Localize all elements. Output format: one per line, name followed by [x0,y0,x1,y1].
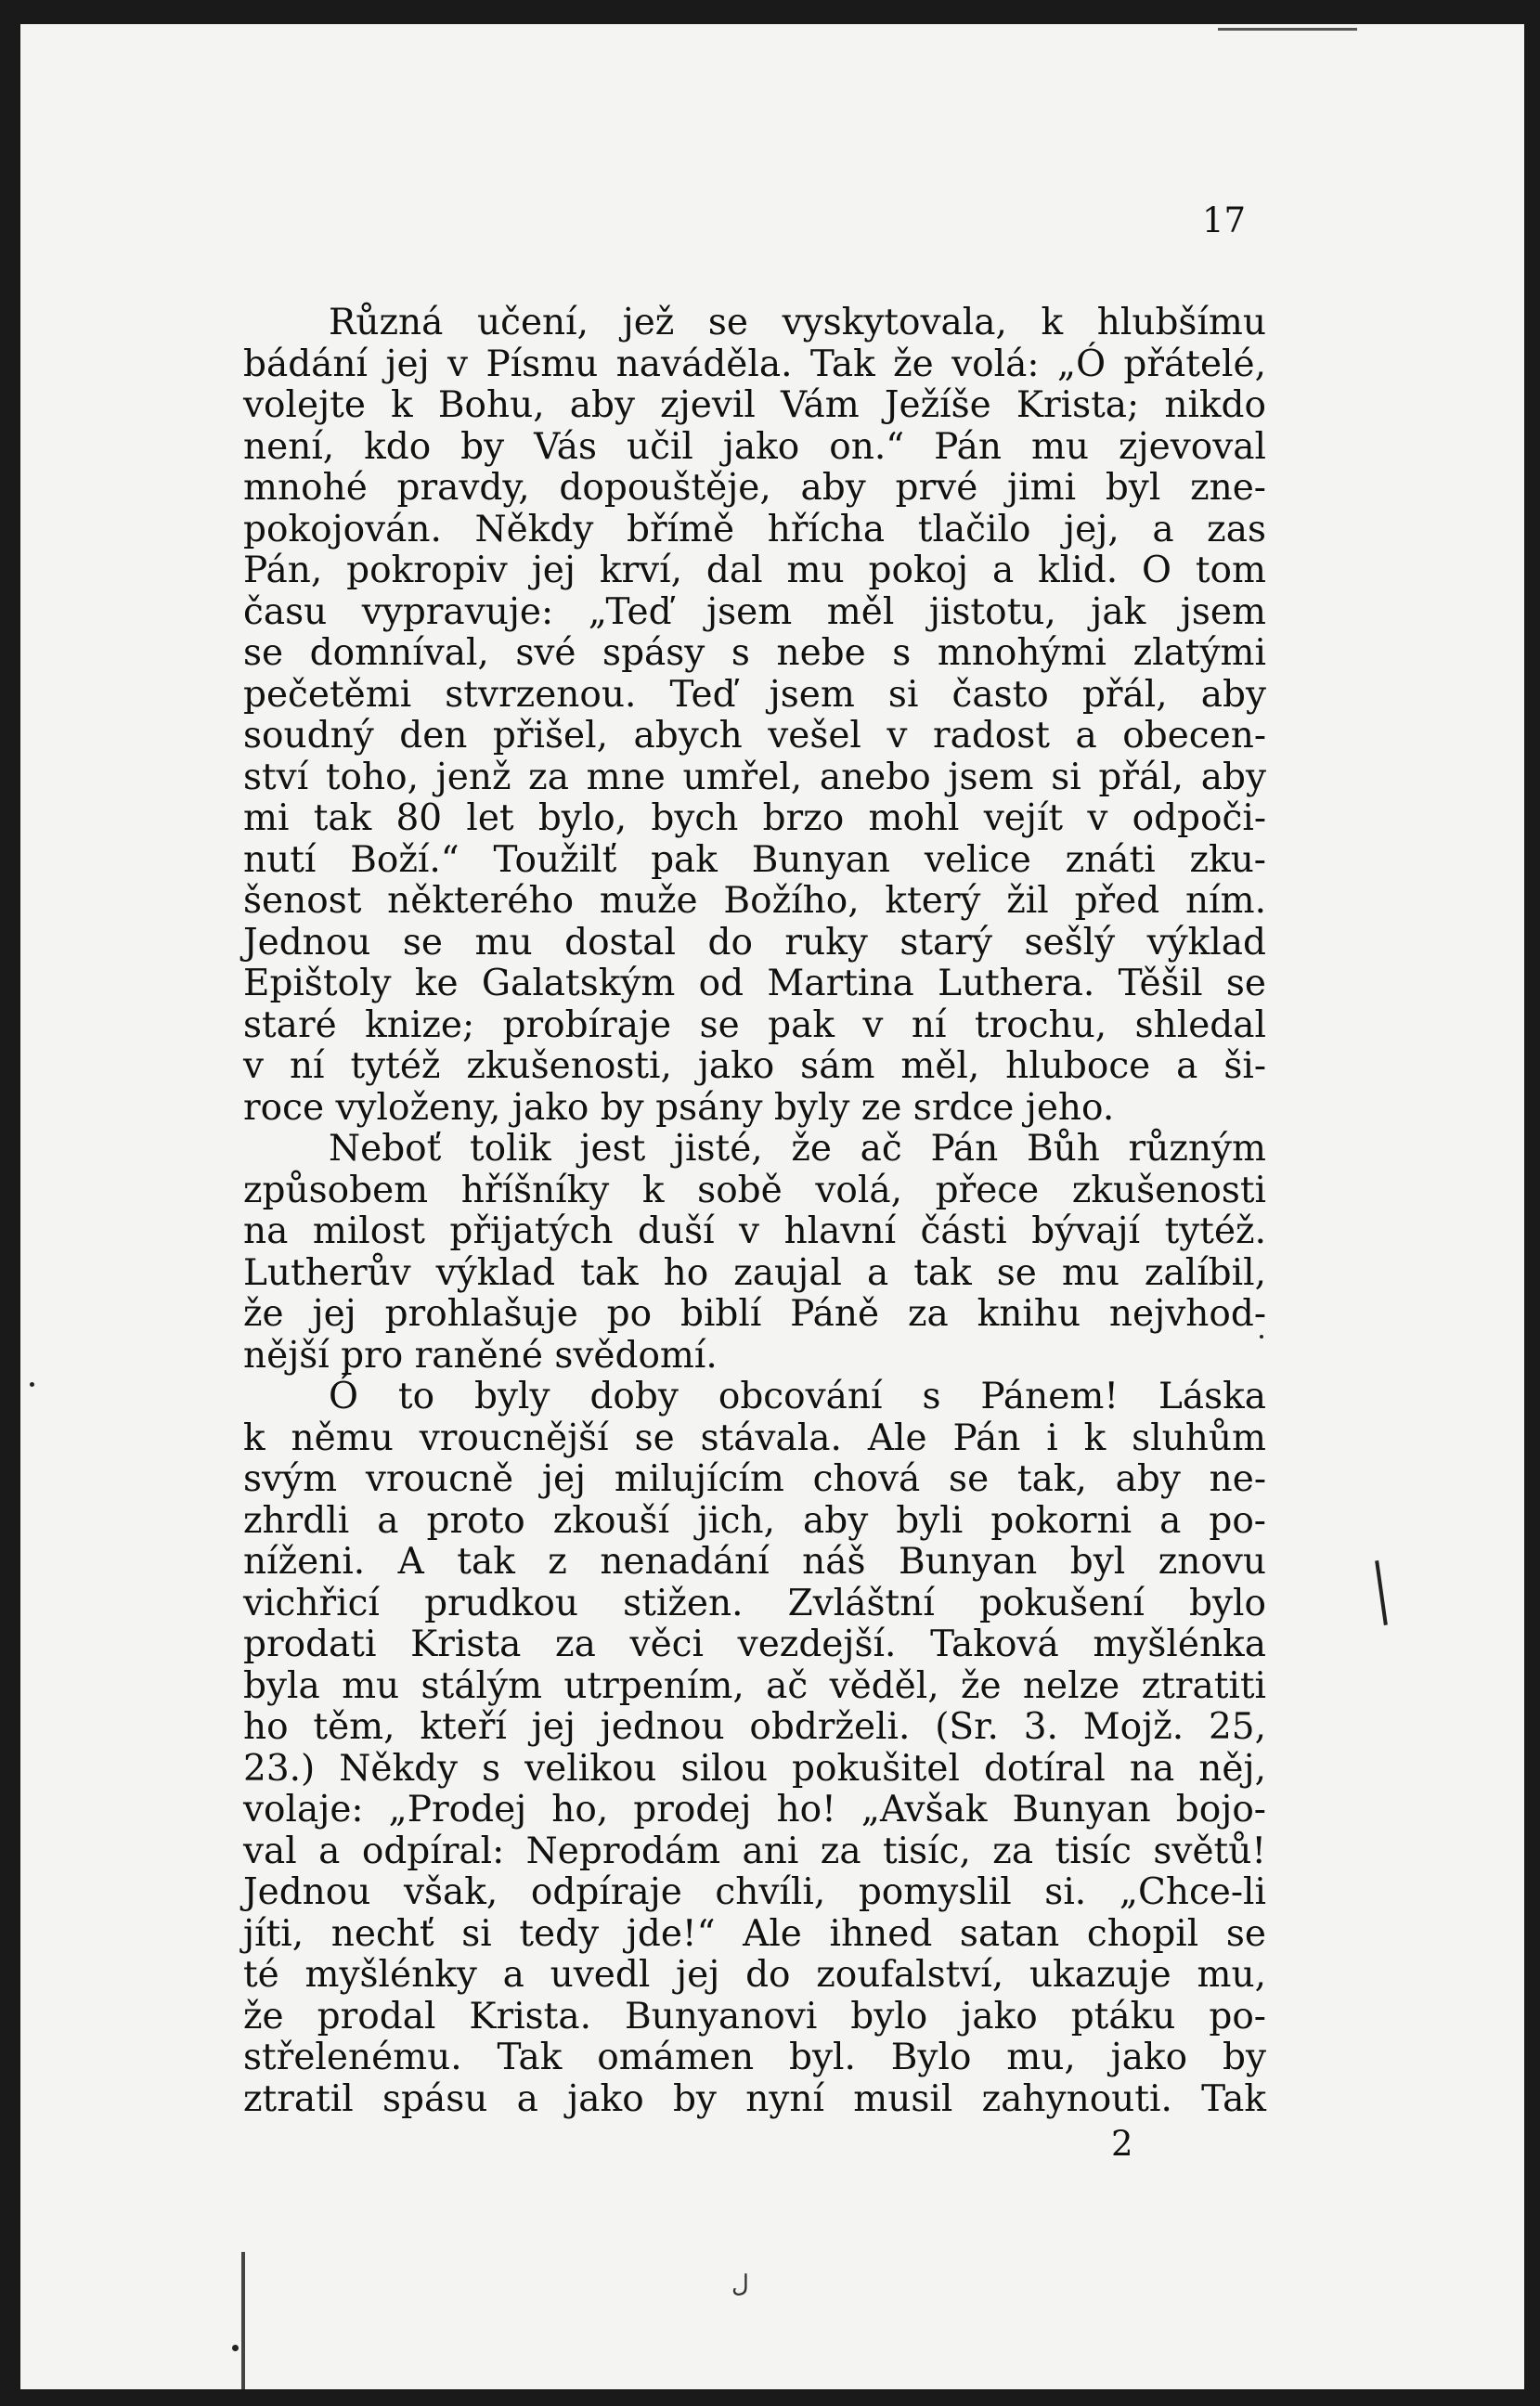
text-line: k němu vroucnější se stávala. Ale Pán i k sluhům [243,1416,1266,1459]
text-line: ztratil spásu a jako by nyní musil zahynouti. Tak [243,2077,1266,2120]
text-line: Neboť tolik jest jisté, že ač Pán Bůh různým [329,1128,1266,1170]
text-line: Jednou však, odpíraje chvíli, pomyslil si. „Chce-li [243,1871,1266,1913]
text-line: se domníval, své spásy s nebe s mnohými zlatými [243,632,1266,674]
text-line: není, kdo by Vás učil jako on.“ Pán mu zjevoval [243,425,1266,468]
text-line: Lutherův výklad tak ho zaujal a tak se mu zalíbil, [243,1251,1266,1294]
text-line: na milost přijatých duší v hlavní části bývají tytéž. [243,1210,1266,1252]
page-number: 17 [1202,200,1247,240]
text-line: způsobem hříšníky k sobě volá, přece zkušenosti [243,1169,1266,1211]
text-line: staré knize; probíraje se pak v ní trochu, shledal [243,1003,1266,1046]
text-line: ství toho, jenž za mne umřel, anebo jsem si přál, aby [243,756,1266,798]
text-line: Jednou se mu dostal do ruky starý sešlý výklad [243,921,1266,964]
text-line: bádání jej v Písmu naváděla. Tak že volá: „Ó přátelé, [243,343,1266,385]
text-line: zhrdli a proto zkouší jich, aby byli pokorni a po- [243,1499,1266,1542]
text-line: šenost některého muže Božího, který žil před ním. [243,880,1266,922]
text-line: 23.) Někdy s velikou silou pokušitel dotíral na něj, [243,1747,1266,1790]
text-line: Ó to byly doby obcování s Pánem! Láska [329,1376,1266,1417]
body-text [243,303,1266,2120]
text-line: že prodal Krista. Bunyanovi bylo jako ptáku po- [243,1995,1266,2037]
text-line: mnohé pravdy, dopouštěje, aby prvé jimi byl zne- [243,467,1266,509]
binding-edge-mark [232,2345,239,2351]
text-line: pokojován. Někdy břímě hřícha tlačilo jej, a zas [243,508,1266,550]
margin-pencil-mark [1375,1560,1388,1625]
text-line: Různá učení, jež se vyskytovala, k hlubšímu [329,302,1266,343]
text-line: času vypravuje: „Teď jsem měl jistotu, jak jsem [243,590,1266,633]
text-line: níženi. A tak z nenadání náš Bunyan byl znovu [243,1541,1266,1583]
text-line: vichřicí prudkou stižen. Zvláštní pokušení bylo [243,1582,1266,1624]
text-line: že jej prohlašuje po biblí Páně za knihu nejvhod- [243,1293,1266,1335]
margin-dot [1260,1335,1263,1339]
text-line: soudný den přišel, abych vešel v radost a obecen- [243,715,1266,757]
book-page [20,24,1524,2389]
text-line: mi tak 80 let bylo, bych brzo mohl vejít v odpoči- [243,797,1266,839]
text-line: nější pro raněné svědomí. [243,1334,718,1377]
text-line: Pán, pokropiv jej krví, dal mu pokoj a klid. O tom [243,550,1266,591]
text-line: Epištoly ke Galatským od Martina Luthera. Těšil se [243,963,1266,1004]
text-line: volaje: „Prodej ho, prodej ho! „Avšak Bunyan bojo- [243,1789,1266,1830]
text-line: volejte k Bohu, aby zjevil Vám Ježíše Krista; nikdo [243,384,1266,426]
top-edge-rule [1218,28,1357,31]
text-line: ho těm, kteří jej jednou obdrželi. (Sr. 3. Mojž. 25, [243,1706,1266,1748]
text-line: střelenému. Tak omámen byl. Bylo mu, jako by [243,2037,1266,2078]
text-line: svým vroucně jej milujícím chová se tak, aby ne- [243,1458,1266,1500]
text-line: jíti, nechť si tedy jde!“ Ale ihned satan chopil se [243,1912,1266,1955]
text-line: nutí Boží.“ Toužilť pak Bunyan velice znáti zku- [243,838,1266,881]
binding-edge-mark [241,2252,245,2389]
printer-tick-mark: ل [731,2270,749,2298]
text-line: pečetěmi stvrzenou. Teď jsem si často přál, aby [243,673,1266,716]
text-line: roce vyloženy, jako by psány byly ze srdce jeho. [243,1086,1115,1129]
text-line: byla mu stálým utrpením, ač věděl, že nelze ztratiti [243,1664,1266,1707]
text-line: té myšlénky a uvedl jej do zoufalství, ukazuje mu, [243,1954,1266,1996]
signature-mark: 2 [1111,2124,1133,2164]
margin-dot [30,1382,34,1387]
text-line: v ní tytéž zkušenosti, jako sám měl, hluboce a ši- [243,1045,1266,1087]
text-line: val a odpíral: Neprodám ani za tisíc, za tisíc světů! [243,1830,1266,1872]
text-line: prodati Krista za věci vezdejší. Taková myšlénka [243,1623,1266,1665]
